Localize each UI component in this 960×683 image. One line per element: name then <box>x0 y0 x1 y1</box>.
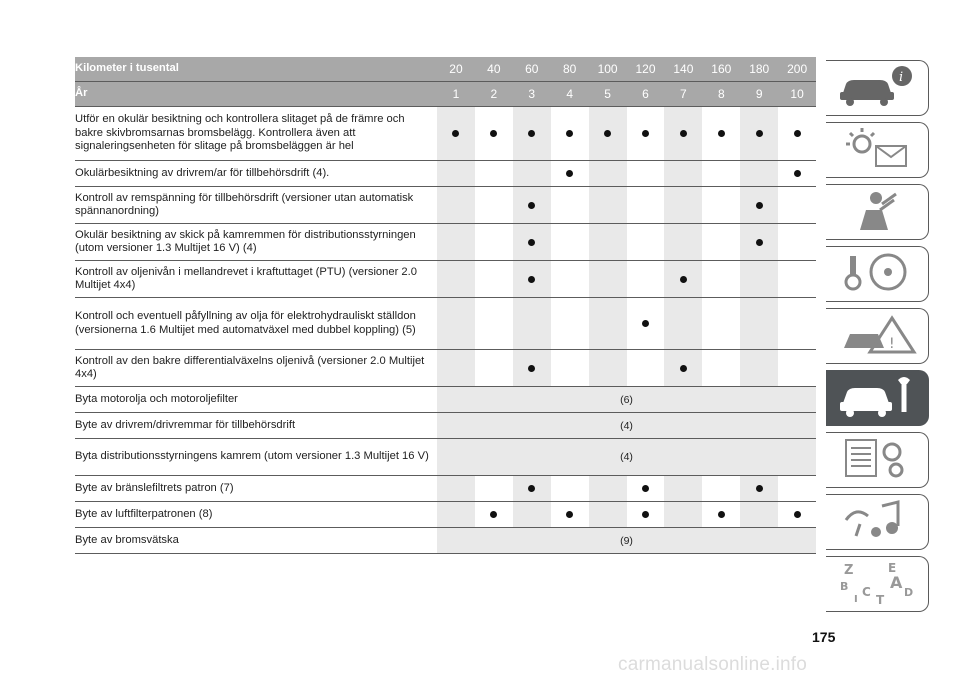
table-row <box>75 528 816 554</box>
scheduled-dot <box>642 485 649 492</box>
interval-cell <box>475 476 513 501</box>
interval-cell <box>437 107 475 160</box>
chapter-tab-spec-sheet-gears[interactable] <box>826 432 929 488</box>
year-header-cell: 3 <box>528 87 536 101</box>
interval-cell <box>475 350 513 386</box>
scheduled-dot <box>528 485 535 492</box>
interval-cell <box>702 298 740 349</box>
scheduled-dot <box>528 365 535 372</box>
interval-cell <box>551 107 589 160</box>
chapter-tab-music-navigation[interactable] <box>826 494 929 550</box>
scheduled-dot <box>604 130 611 137</box>
interval-cell <box>513 261 551 297</box>
interval-cell <box>551 298 589 349</box>
km-header-cell: 60 <box>525 62 539 76</box>
km-header-cell: 20 <box>449 62 463 76</box>
maintenance-schedule-table <box>75 57 816 554</box>
row-description: Byta distributionsstyrningens kamrem (utom versioner 1.3 Multijet 16 V) <box>75 450 429 463</box>
row-description: Okulärbesiktning av drivrem/ar för tillbehörsdrift (4). <box>75 166 330 179</box>
interval-cell <box>437 476 475 501</box>
row-note: (4) <box>437 413 816 438</box>
scheduled-dot <box>566 170 573 177</box>
interval-cell <box>627 476 665 501</box>
scheduled-dot <box>794 170 801 177</box>
scheduled-dot <box>756 202 763 209</box>
scheduled-dot <box>794 130 801 137</box>
interval-cell <box>589 224 627 260</box>
interval-cell <box>702 261 740 297</box>
chapter-tab-car-wrench[interactable] <box>826 370 929 426</box>
interval-cell <box>589 187 627 223</box>
interval-cell <box>513 161 551 186</box>
scheduled-dot <box>528 130 535 137</box>
chapter-tab-sidebar <box>826 60 929 618</box>
interval-cell <box>740 261 778 297</box>
year-header-cell: 10 <box>790 87 804 101</box>
chapter-tab-car-info[interactable] <box>826 60 929 116</box>
interval-cell <box>513 107 551 160</box>
car-warning-triangle-icon <box>832 310 922 363</box>
row-description: Byte av bromsvätska <box>75 533 179 546</box>
interval-cell <box>627 350 665 386</box>
interval-cell <box>437 350 475 386</box>
km-header-cell: 80 <box>562 62 577 76</box>
interval-cell <box>475 107 513 160</box>
row-description: Kontroll och eventuell påfyllning av olja för elektrohydrauliskt ställdon (versionerna 1.6 Multijet med automatväxel med dubbel koppling) (5) <box>75 310 416 336</box>
scheduled-dot <box>528 239 535 246</box>
row-description: Kontroll av den bakre differentialväxelns oljenivå (versioner 2.0 Multijet 4x4) <box>75 354 425 380</box>
scheduled-dot <box>756 485 763 492</box>
table-row <box>75 413 816 439</box>
scheduled-dot <box>528 202 535 209</box>
interval-cell <box>513 298 551 349</box>
interval-cell <box>778 261 816 297</box>
interval-cell <box>664 261 702 297</box>
interval-cell <box>664 107 702 160</box>
scheduled-dot <box>490 511 497 518</box>
car-wrench-icon <box>832 372 922 425</box>
interval-cell <box>778 476 816 501</box>
scheduled-dot <box>756 130 763 137</box>
table-row <box>75 161 816 187</box>
interval-cell <box>475 502 513 527</box>
table-row <box>75 187 816 224</box>
interval-cell <box>589 476 627 501</box>
interval-cell <box>627 298 665 349</box>
svg-text:B: B <box>840 579 849 593</box>
key-steering-wheel-icon <box>832 248 922 301</box>
scheduled-dot <box>756 239 763 246</box>
svg-text:!: ! <box>889 335 895 352</box>
spec-sheet-gears-icon <box>832 434 922 487</box>
year-header-cell: 7 <box>680 87 687 101</box>
interval-cell <box>740 161 778 186</box>
interval-cell <box>589 298 627 349</box>
interval-cell <box>551 261 589 297</box>
interval-cell <box>702 476 740 501</box>
table-row <box>75 224 816 261</box>
row-description: Utför en okulär besiktning och kontrollera slitaget på de främre och bakre skivbromsarnas bromsbelägg. Kontrollera även att signaleringsenheten för slitage på bromsbeläggen är hel <box>75 113 405 153</box>
interval-cell <box>702 224 740 260</box>
chapter-tab-warning-lights-message[interactable] <box>826 122 929 178</box>
interval-cell <box>437 224 475 260</box>
year-header-label: År <box>75 87 88 100</box>
scheduled-dot <box>566 130 573 137</box>
interval-cell <box>551 161 589 186</box>
scheduled-dot <box>642 130 649 137</box>
interval-cell <box>589 261 627 297</box>
interval-cell <box>664 161 702 186</box>
row-description: Byta motorolja och motoroljefilter <box>75 392 238 405</box>
interval-cell <box>627 161 665 186</box>
scheduled-dot <box>566 511 573 518</box>
svg-text:I: I <box>854 593 858 605</box>
km-header-cell: 100 <box>597 62 618 76</box>
interval-cell <box>513 224 551 260</box>
interval-cell <box>437 161 475 186</box>
interval-cell <box>702 161 740 186</box>
interval-cell <box>740 187 778 223</box>
year-header-cell: 5 <box>604 87 611 101</box>
svg-text:E: E <box>888 560 897 575</box>
interval-cell <box>513 187 551 223</box>
row-description: Kontroll av remspänning för tillbehörsdrift (versioner utan automatisk spännanordning) <box>75 191 414 217</box>
year-header-cell: 8 <box>717 87 725 101</box>
scheduled-dot <box>528 276 535 283</box>
interval-cell <box>702 350 740 386</box>
row-description: Byte av luftfilterpatronen (8) <box>75 507 213 520</box>
scheduled-dot <box>452 130 459 137</box>
interval-cell <box>551 224 589 260</box>
interval-cell <box>778 224 816 260</box>
interval-cell <box>740 476 778 501</box>
km-header-cell: 180 <box>749 62 770 76</box>
seat-airbag-icon <box>832 186 922 239</box>
year-header-cell: 6 <box>642 87 649 101</box>
alphabet-index-icon <box>832 558 922 611</box>
interval-cell <box>475 187 513 223</box>
svg-text:C: C <box>862 584 871 599</box>
table-row <box>75 107 816 161</box>
scheduled-dot <box>718 130 725 137</box>
interval-cell <box>778 502 816 527</box>
table-row <box>75 350 816 387</box>
car-info-icon <box>832 62 922 115</box>
row-description: Byte av bränslefiltrets patron (7) <box>75 481 234 494</box>
row-note: (6) <box>437 387 816 412</box>
table-row <box>75 387 816 413</box>
interval-cell <box>778 187 816 223</box>
chapter-tab-seat-airbag[interactable] <box>826 184 929 240</box>
interval-cell <box>664 350 702 386</box>
km-header-cell: 200 <box>787 62 808 76</box>
km-header-label: Kilometer i tusental <box>75 62 179 75</box>
interval-cell <box>702 502 740 527</box>
header-row-year <box>75 82 816 107</box>
interval-cell <box>778 107 816 160</box>
svg-text:Z: Z <box>844 562 854 578</box>
interval-cell <box>513 502 551 527</box>
interval-cell <box>437 187 475 223</box>
interval-cell <box>627 261 665 297</box>
interval-cell <box>740 298 778 349</box>
km-header-cell: 160 <box>711 62 732 76</box>
scheduled-dot <box>642 511 649 518</box>
table-row <box>75 439 816 476</box>
scheduled-dot <box>680 276 687 283</box>
interval-cell <box>475 298 513 349</box>
interval-cell <box>740 107 778 160</box>
interval-cell <box>551 502 589 527</box>
watermark: carmanualsonline.info <box>618 654 808 675</box>
interval-cell <box>627 502 665 527</box>
warning-lights-message-icon <box>832 124 922 177</box>
interval-cell <box>627 187 665 223</box>
row-description: Okulär besiktning av skick på kamremmen för distributionsstyrningen (utom versioner 1.3 Multijet 16 V) (4) <box>75 228 416 254</box>
table-row <box>75 476 816 502</box>
interval-cell <box>437 298 475 349</box>
interval-cell <box>589 107 627 160</box>
km-header-cell: 40 <box>487 62 501 76</box>
interval-cell <box>475 261 513 297</box>
page-number: 175 <box>812 629 836 645</box>
chapter-tab-alphabet-index[interactable] <box>826 556 929 612</box>
interval-cell <box>664 476 702 501</box>
interval-cell <box>664 298 702 349</box>
svg-text:T: T <box>876 592 885 606</box>
row-description: Kontroll av oljenivån i mellandrevet i kraftuttaget (PTU) (versioner 2.0 Multijet 4x4) <box>75 265 417 291</box>
year-header-cell: 1 <box>452 87 460 101</box>
interval-cell <box>740 502 778 527</box>
scheduled-dot <box>642 320 649 327</box>
interval-cell <box>551 476 589 501</box>
interval-cell <box>702 187 740 223</box>
interval-cell <box>437 502 475 527</box>
interval-cell <box>551 350 589 386</box>
interval-cell <box>551 187 589 223</box>
interval-cell <box>664 187 702 223</box>
svg-text:D: D <box>904 585 914 599</box>
row-note: (9) <box>437 528 816 553</box>
interval-cell <box>475 161 513 186</box>
interval-cell <box>513 350 551 386</box>
interval-cell <box>740 350 778 386</box>
scheduled-dot <box>794 511 801 518</box>
table-row <box>75 261 816 298</box>
interval-cell <box>627 107 665 160</box>
interval-cell <box>437 261 475 297</box>
interval-cell <box>740 224 778 260</box>
header-row-km <box>75 57 816 82</box>
row-description: Byte av drivrem/drivremmar för tillbehörsdrift <box>75 418 296 431</box>
interval-cell <box>702 107 740 160</box>
table-row <box>75 502 816 528</box>
row-note: (4) <box>437 439 816 475</box>
music-navigation-icon <box>832 496 922 549</box>
chapter-tab-key-steering-wheel[interactable] <box>826 246 929 302</box>
interval-cell <box>589 161 627 186</box>
year-header-cell: 4 <box>566 87 574 101</box>
scheduled-dot <box>680 130 687 137</box>
table-row <box>75 298 816 350</box>
interval-cell <box>664 224 702 260</box>
svg-text:A: A <box>890 572 903 592</box>
year-header-cell: 2 <box>490 87 498 101</box>
interval-cell <box>589 502 627 527</box>
interval-cell <box>664 502 702 527</box>
chapter-tab-car-warning-triangle[interactable] <box>826 308 929 364</box>
km-header-cell: 120 <box>635 62 656 76</box>
interval-cell <box>778 350 816 386</box>
svg-text:i: i <box>899 69 904 85</box>
scheduled-dot <box>718 511 725 518</box>
interval-cell <box>589 350 627 386</box>
interval-cell <box>513 476 551 501</box>
scheduled-dot <box>680 365 687 372</box>
interval-cell <box>627 224 665 260</box>
scheduled-dot <box>490 130 497 137</box>
interval-cell <box>778 298 816 349</box>
interval-cell <box>778 161 816 186</box>
year-header-cell: 9 <box>755 87 763 101</box>
interval-cell <box>475 224 513 260</box>
km-header-cell: 140 <box>673 62 694 76</box>
